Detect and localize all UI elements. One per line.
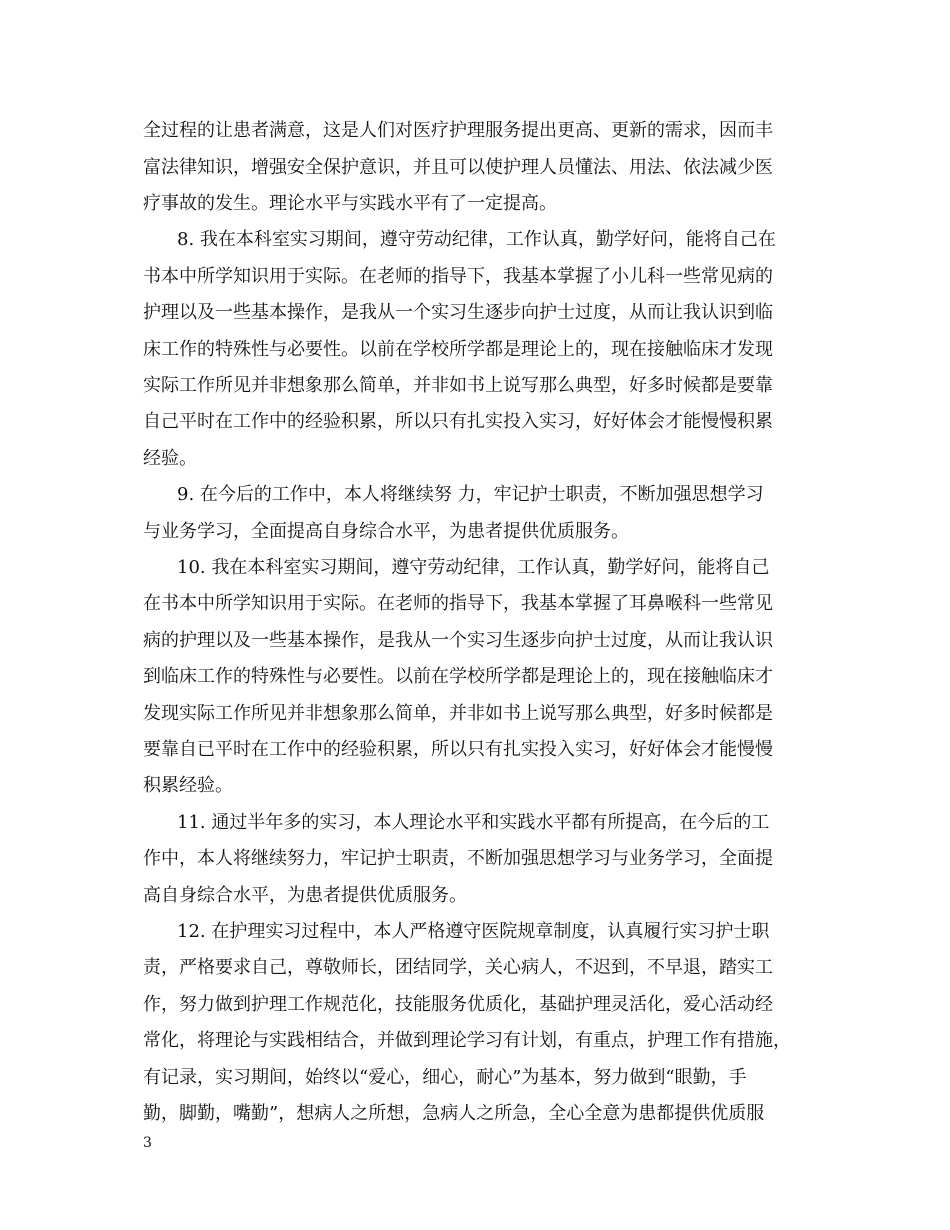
text-line: 到临床工作的特殊性与必要性。以前在学校所学都是理论上的，现在接触临床才: [143, 666, 773, 687]
text-line: 发现实际工作所见并非想象那么简单，并非如书上说写那么典型，好多时候都是: [143, 703, 773, 724]
text-line: 富法律知识，增强安全保护意识，并且可以使护理人员懂法、用法、依法减少医: [143, 157, 773, 178]
text-line: 有记录，实习期间，始终以“爱心，细心，耐心”为基本，努力做到“眼勤，手: [143, 1067, 747, 1088]
text-line: 高自身综合水平，为患者提供优质服务。: [143, 885, 467, 906]
text-line: 床工作的特殊性与必要性。以前在学校所学都是理论上的，现在接触临床才发现: [143, 339, 773, 360]
text-line: 作，努力做到护理工作规范化，技能服务优质化，基础护理灵活化，爱心活动经: [143, 994, 773, 1015]
text-line: 作中，本人将继续努力，牢记护士职责，不断加强思想学习与业务学习，全面提: [143, 848, 773, 869]
text-line: 病的护理以及一些基本操作，是我从一个实习生逐步向护士过度，从而让我认识: [143, 630, 773, 651]
text-line: 经验。: [143, 448, 197, 469]
text-line: 11. 通过半年多的实习，本人理论水平和实践水平都有所提高，在今后的工: [177, 812, 770, 833]
text-line: 10. 我在本科室实习期间，遵守劳动纪律，工作认真，勤学好问，能将自己: [177, 557, 770, 578]
text-line: 9. 在今后的工作中，本人将继续努 力，牢记护士职责，不断加强思想学习: [177, 484, 764, 505]
text-line: 责，严格要求自己，尊敬师长，团结同学，关心病人，不迟到，不早退，踏实工: [143, 957, 773, 978]
text-line: 积累经验。: [143, 775, 233, 796]
text-line: 疗事故的发生。理论水平与实践水平有了一定提高。: [143, 193, 557, 214]
text-line: 8. 我在本科室实习期间，遵守劳动纪律，工作认真，勤学好问，能将自己在: [177, 229, 776, 250]
text-line: 自己平时在工作中的经验积累，所以只有扎实投入实习，好好体会才能慢慢积累: [143, 411, 773, 432]
text-line: 与业务学习，全面提高自身综合水平，为患者提供优质服务。: [143, 521, 629, 542]
text-line: 在书本中所学知识用于实际。在老师的指导下，我基本掌握了耳鼻喉科一些常见: [143, 593, 773, 614]
text-line: 护理以及一些基本操作，是我从一个实习生逐步向护士过度，从而让我认识到临: [143, 302, 773, 323]
text-line: 全过程的让患者满意，这是人们对医疗护理服务提出更高、更新的需求，因而丰: [143, 120, 773, 141]
text-line: 12. 在护理实习过程中，本人严格遵守医院规章制度，认真履行实习护士职: [177, 921, 770, 942]
text-line: 书本中所学知识用于实际。在老师的指导下，我基本掌握了小儿科一些常见病的: [143, 266, 773, 287]
text-line: 勤，脚勤，嘴勤”，想病人之所想，急病人之所急，全心全意为患都提供优质服: [143, 1103, 765, 1124]
text-line: 要靠自已平时在工作中的经验积累，所以只有扎实投入实习，好好体会才能慢慢: [143, 739, 773, 760]
page-number: 3: [143, 1135, 152, 1151]
text-line: 常化，将理论与实践相结合，并做到理论学习有计划，有重点，护理工作有措施，: [143, 1030, 791, 1051]
text-line: 实际工作所见并非想象那么简单，并非如书上说写那么典型，好多时候都是要靠: [143, 375, 773, 396]
